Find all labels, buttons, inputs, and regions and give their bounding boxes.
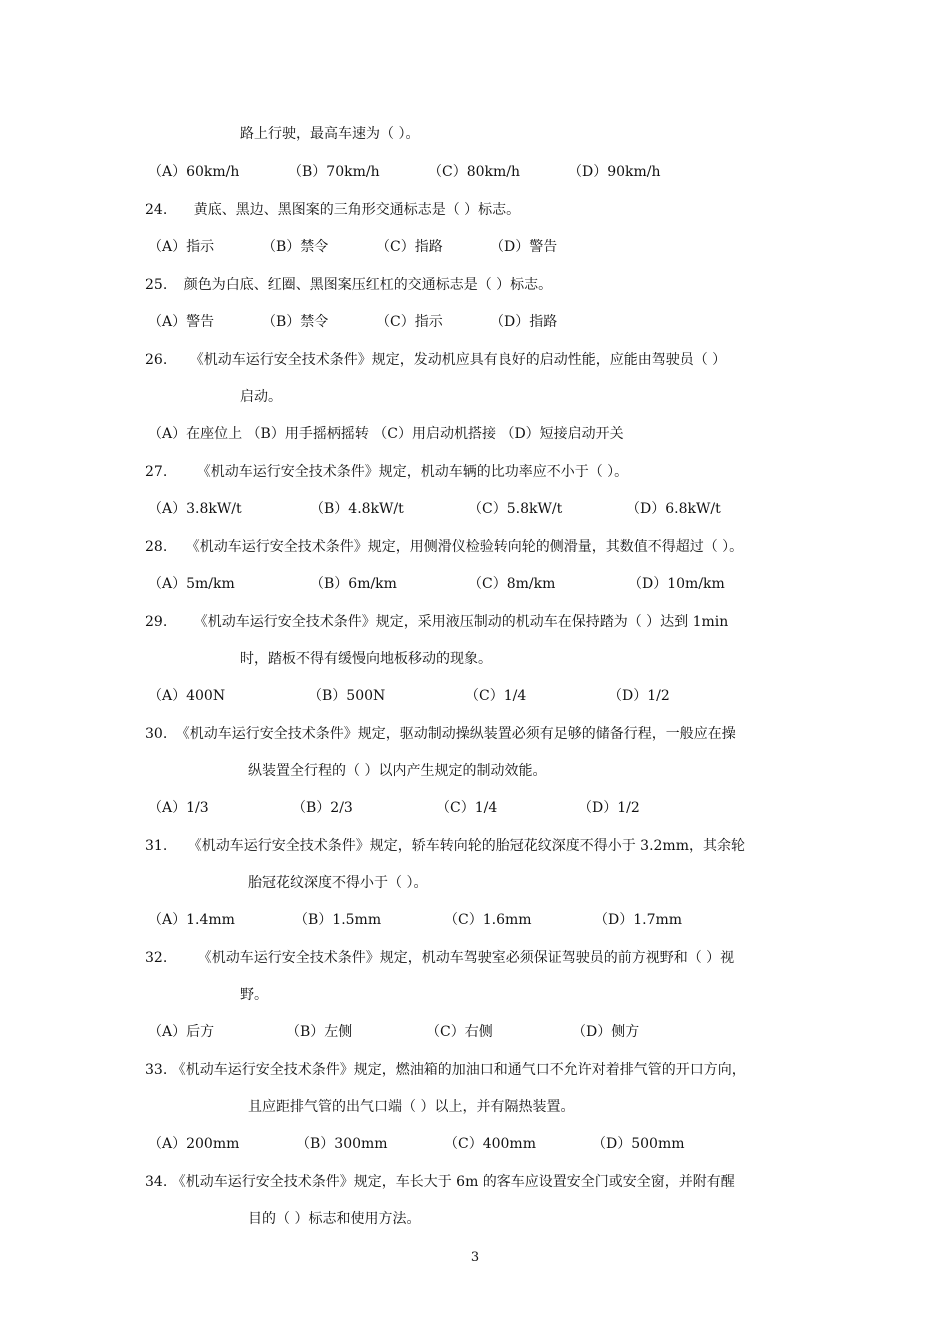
question-number: 24.: [145, 202, 168, 218]
q29-option-c: （C）1/4: [465, 688, 527, 704]
q31-continuation: 胎冠花纹深度不得小于（ ）。: [248, 875, 428, 891]
q24-option-b: （B）禁令: [262, 239, 329, 255]
question-number: 32.: [145, 950, 168, 966]
question-number: 27.: [145, 464, 168, 480]
q28-option-b: （B）6m/km: [310, 576, 397, 592]
q24-option-c: （C）指路: [376, 239, 443, 255]
question-number: 34.: [145, 1174, 168, 1190]
q33-option-d: （D）500mm: [592, 1136, 685, 1152]
question-number: 30.: [145, 726, 168, 742]
q34-continuation: 目的（ ）标志和使用方法。: [248, 1211, 421, 1227]
q33-continuation: 且应距排气管的出气口端（ ）以上，并有隔热装置。: [248, 1099, 575, 1115]
question-number: 31.: [145, 838, 168, 854]
q25-option-a: （A）警告: [148, 314, 215, 330]
q30-option-b: （B）2/3: [292, 800, 353, 816]
q24-option-d: （D）警告: [490, 239, 558, 255]
question-text: 《机动车运行安全技术条件》规定，发动机应具有良好的启动性能，应能由驾驶员（ ）: [189, 352, 727, 368]
q23-option-d: （D）90km/h: [568, 164, 661, 180]
question-number: 29.: [145, 614, 168, 630]
question-text: 《机动车运行安全技术条件》规定，燃油箱的加油口和通气口不允许对着排气管的开口方向，: [171, 1062, 746, 1078]
question-number: 26.: [145, 352, 168, 368]
q29-option-a: （A）400N: [148, 688, 226, 704]
q29-option-d: （D）1/2: [608, 688, 670, 704]
question-31: [145, 836, 745, 856]
question-33: [145, 1060, 746, 1080]
q25-option-c: （C）指示: [376, 314, 443, 330]
q33-option-c: （C）400mm: [444, 1136, 536, 1152]
q25-option-d: （D）指路: [490, 314, 558, 330]
question-text: 《机动车运行安全技术条件》规定，用侧滑仪检验转向轮的侧滑量，其数值不得超过（ ）。: [185, 539, 744, 555]
question-27: [145, 462, 628, 482]
question-text: 《机动车运行安全技术条件》规定，采用液压制动的机动车在保持踏为（ ）达到 1min: [193, 614, 729, 630]
q25-option-b: （B）禁令: [262, 314, 329, 330]
question-25: [145, 275, 552, 295]
question-number: 28.: [145, 539, 168, 555]
q31-option-a: （A）1.4mm: [148, 912, 235, 928]
q30-continuation: 纵装置全行程的（ ）以内产生规定的制动效能。: [248, 763, 547, 779]
q31-option-c: （C）1.6mm: [444, 912, 532, 928]
question-34: [145, 1172, 735, 1192]
q23-option-c: （C）80km/h: [428, 164, 521, 180]
q28-option-a: （A）5m/km: [148, 576, 235, 592]
q33-option-b: （B）300mm: [296, 1136, 388, 1152]
question-32: [145, 948, 734, 968]
q26-continuation: 启动。: [240, 389, 282, 405]
question-text: 《机动车运行安全技术条件》规定，机动车驾驶室必须保证驾驶员的前方视野和（ ）视: [197, 950, 735, 966]
q28-option-c: （C）8m/km: [468, 576, 556, 592]
question-24: [145, 200, 520, 220]
page-number: 3: [470, 1250, 480, 1265]
q32-option-a: （A）后方: [148, 1024, 215, 1040]
question-30: [145, 724, 736, 744]
q27-option-b: （B）4.8kW/t: [310, 501, 404, 517]
q30-option-d: （D）1/2: [578, 800, 640, 816]
q26-options: （A）在座位上 （B）用手摇柄摇转 （C）用启动机搭接 （D）短接启动开关: [148, 426, 624, 442]
q30-option-c: （C）1/4: [436, 800, 498, 816]
q23-continuation: 路上行驶，最高车速为（ ）。: [240, 126, 420, 142]
question-text: 《机动车运行安全技术条件》规定，驱动制动操纵装置必须有足够的储备行程，一般应在操: [175, 726, 736, 742]
question-number: 33.: [145, 1062, 168, 1078]
q28-option-d: （D）10m/km: [628, 576, 725, 592]
question-text: 《机动车运行安全技术条件》规定，轿车转向轮的胎冠花纹深度不得小于 3.2mm，其余轮: [187, 838, 745, 854]
question-number: 25.: [145, 277, 168, 293]
q29-continuation: 时，踏板不得有缓慢向地板移动的现象。: [240, 651, 492, 667]
q32-option-c: （C）右侧: [426, 1024, 493, 1040]
q32-option-b: （B）左侧: [286, 1024, 353, 1040]
question-text: 黄底、黑边、黑图案的三角形交通标志是（ ）标志。: [193, 202, 521, 218]
q29-option-b: （B）500N: [308, 688, 386, 704]
question-text: 《机动车运行安全技术条件》规定，机动车辆的比功率应不小于（ ）。: [196, 464, 629, 480]
q27-option-a: （A）3.8kW/t: [148, 501, 242, 517]
question-text: 《机动车运行安全技术条件》规定，车长大于 6m 的客车应设置安全门或安全窗，并附有醒: [171, 1174, 735, 1190]
question-text: 颜色为白底、红圈、黑图案压红杠的交通标志是（ ）标志。: [183, 277, 553, 293]
q24-option-a: （A）指示: [148, 239, 215, 255]
q32-continuation: 野。: [240, 987, 268, 1003]
question-29: [145, 612, 728, 632]
q33-option-a: （A）200mm: [148, 1136, 240, 1152]
q32-option-d: （D）侧方: [572, 1024, 640, 1040]
question-28: [145, 537, 743, 557]
question-26: [145, 350, 726, 370]
q23-option-b: （B）70km/h: [288, 164, 380, 180]
q27-option-c: （C）5.8kW/t: [468, 501, 563, 517]
q27-option-d: （D）6.8kW/t: [626, 501, 721, 517]
q30-option-a: （A）1/3: [148, 800, 209, 816]
q31-option-b: （B）1.5mm: [294, 912, 382, 928]
q23-option-a: （A）60km/h: [148, 164, 240, 180]
q31-option-d: （D）1.7mm: [594, 912, 683, 928]
